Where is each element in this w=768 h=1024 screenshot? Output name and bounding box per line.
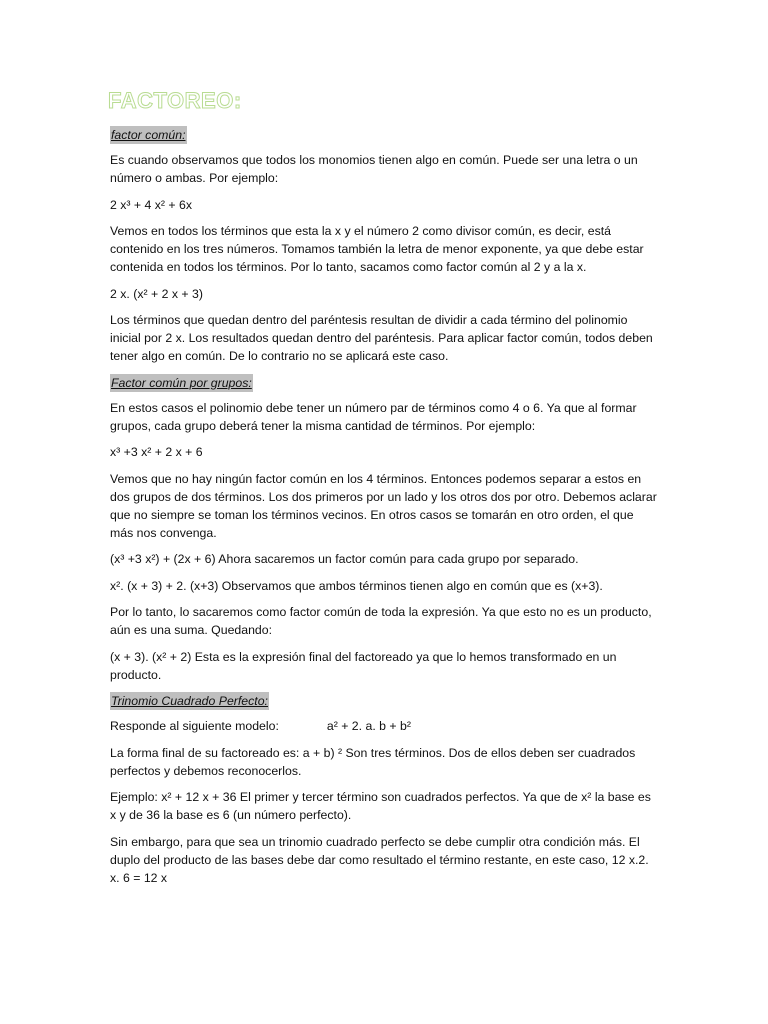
heading-factor-comun-grupos: Factor común por grupos:: [111, 375, 252, 390]
paragraph: Es cuando observamos que todos los monomios tienen algo en común. Puede ser una letra o un número o ambas. Por ejemplo:: [110, 153, 638, 185]
paragraph: (x + 3). (x² + 2) Esta es la expresión final del factoreado ya que lo hemos transformado en un producto.: [110, 649, 617, 682]
model-formula: a² + 2. a. b + b²: [326, 719, 411, 733]
math-example: 2 x³ + 4 x² + 6x: [110, 197, 193, 212]
paragraph: Vemos que no hay ningún factor común en los 4 términos. Entonces podemos separar a estos en dos grupos de dos términos. Los dos primeros por un lado y los otros dos por otro. Debemos aclarar que no siempre se toman los términos vecinos. En otros casos se tomarán en otro orden, el que más nos convenga.: [110, 471, 657, 540]
paragraph: Los términos que quedan dentro del paréntesis resultan de dividir a cada término del polinomio inicial por 2 x. Los resultados quedan dentro del paréntesis. Para aplicar factor común, todos deben tener algo en común. De lo contrario no se aplicará este caso.: [110, 313, 653, 363]
paragraph: En estos casos el polinomio debe tener un número par de términos como 4 o 6. Ya que al formar grupos, cada grupo deberá tener la misma cantidad de términos. Por ejemplo:: [110, 400, 637, 433]
paragraph: Vemos en todos los términos que esta la x y el número 2 como divisor común, es decir, está contenido en los tres números. Tomamos también la letra de menor exponente, ya que debe estar contenida en todos los términos. Por lo tanto, sacamos como factor común al 2 y a la x.: [110, 224, 644, 274]
paragraph-model: [110, 717, 658, 735]
paragraph: x². (x + 3) + 2. (x+3) Observamos que ambos términos tienen algo en común que es (x+3).: [110, 578, 603, 593]
math-example: x³ +3 x² + 2 x + 6: [110, 445, 203, 459]
heading-trinomio-cuadrado-perfecto: Trinomio Cuadrado Perfecto:: [111, 694, 268, 708]
document-body: [110, 126, 658, 895]
heading-factor-comun: factor común:: [111, 128, 186, 142]
paragraph: La forma final de su factoreado es: a + b) ² Son tres términos. Dos de ellos deben ser cuadrados perfectos y debemos reconocerlos.: [110, 745, 636, 778]
paragraph: Ejemplo: x² + 12 x + 36 El primer y tercer término son cuadrados perfectos. Ya que de x² la base es x y de 36 la base es 6 (un número perfecto).: [110, 790, 651, 822]
paragraph: (x³ +3 x²) + (2x + 6) Ahora sacaremos un factor común para cada grupo por separado.: [110, 552, 579, 566]
math-example: 2 x. (x² + 2 x + 3): [110, 286, 203, 301]
document-title: FACTOREO:: [108, 88, 242, 113]
paragraph: Sin embargo, para que sea un trinomio cuadrado perfecto se debe cumplir otra condición más. El duplo del producto de las bases debe dar como resultado el término restante, en este caso, 12 x.2. x. 6 = 12 x: [110, 834, 649, 885]
paragraph: Por lo tanto, lo sacaremos como factor común de toda la expresión. Ya que esto no es un producto, aún es una suma. Quedando:: [110, 605, 652, 637]
model-label: Responde al siguiente modelo:: [110, 719, 279, 733]
